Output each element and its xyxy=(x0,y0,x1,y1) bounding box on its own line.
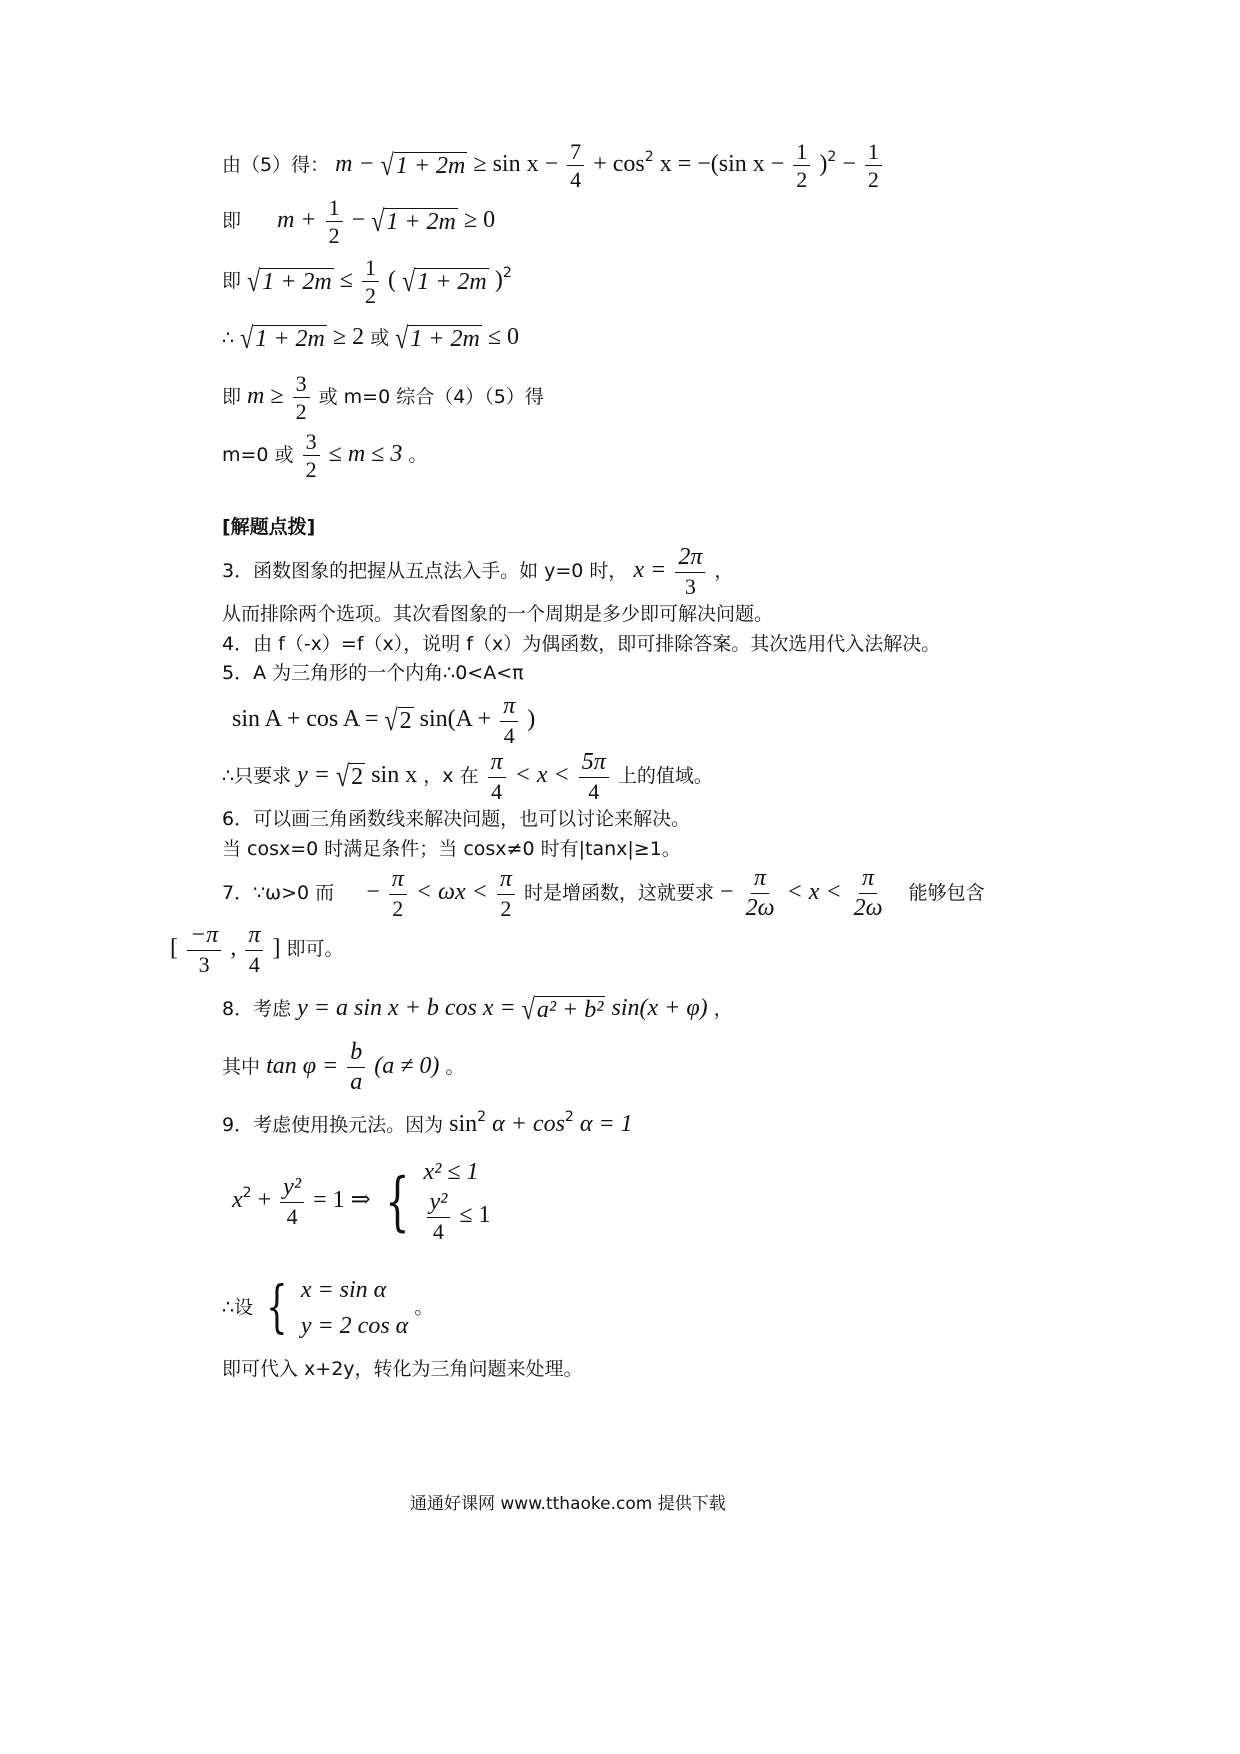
item-7 xyxy=(222,866,985,921)
line-4 xyxy=(222,322,520,355)
math: y = xyxy=(297,762,336,789)
fraction: $\frac{b}{a}$ xyxy=(347,1040,365,1095)
line-5 xyxy=(222,372,544,423)
math: ≤ m ≤ 3 xyxy=(328,441,403,468)
fraction: $\frac{\pi}{4}$ xyxy=(245,923,263,976)
text: ∴设 xyxy=(222,1296,254,1319)
math: − xyxy=(720,879,734,906)
math: ( xyxy=(388,267,397,294)
math: ) xyxy=(527,706,536,733)
text: 即 xyxy=(222,270,248,293)
fraction: $\frac{7}{4}$ xyxy=(567,140,584,191)
sqrt: √2 xyxy=(384,704,412,737)
text: 。 xyxy=(445,1056,465,1079)
text: 8．考虑 xyxy=(222,998,298,1020)
text: 7．∵ω>0 而 xyxy=(222,882,335,905)
math: sin xyxy=(449,1111,478,1137)
text: 能够包含 xyxy=(908,882,985,905)
item-3 xyxy=(222,545,733,598)
math: m − xyxy=(335,151,381,178)
fraction: $\frac{\pi}{2\omega}$ xyxy=(853,865,883,922)
math: ] xyxy=(272,935,281,962)
fraction: $\frac{1}{2}$ xyxy=(865,140,882,191)
math: tan φ = xyxy=(266,1053,345,1080)
sqrt: √2 xyxy=(336,760,364,793)
text: ∴只要求 xyxy=(222,765,298,788)
text: ， xyxy=(714,560,734,583)
math: (a ≠ 0) xyxy=(374,1053,440,1080)
fraction: $\frac{5\pi}{4}$ xyxy=(579,750,609,803)
text: m=0 或 xyxy=(222,444,294,467)
sqrt: √1 + 2m xyxy=(380,149,466,182)
item-7-line-2 xyxy=(170,923,344,976)
sqrt: √1 + 2m xyxy=(402,265,487,298)
math: − xyxy=(366,879,380,906)
math: x = sin α xyxy=(300,1277,387,1303)
item-5-line-3 xyxy=(222,750,713,803)
math: = 1 ⇒ xyxy=(313,1187,377,1214)
math: α = 1 xyxy=(579,1111,633,1137)
text: 即 xyxy=(222,210,242,233)
item-9-equation xyxy=(232,1160,491,1243)
sqrt: √1 + 2m xyxy=(247,265,332,298)
line-2 xyxy=(222,196,495,247)
page-footer: 通通好课网 www.tthaoke.com 提供下载 xyxy=(410,1494,726,1514)
math: ≥ 2 xyxy=(332,324,371,350)
math: sin A + cos A = xyxy=(232,706,385,733)
inequality-system xyxy=(424,1160,491,1243)
text: 。 xyxy=(408,444,428,467)
math: m ≥ xyxy=(247,383,290,410)
math: α + cos xyxy=(492,1111,565,1137)
fraction: $\frac{1}{2}$ xyxy=(362,256,379,307)
sqrt: √1 + 2m xyxy=(395,322,480,355)
fraction: $\frac{2\pi}{3}$ xyxy=(675,545,705,598)
math: sin x xyxy=(371,762,418,789)
text: 时是增函数，这就要求 xyxy=(523,882,714,905)
math: − xyxy=(351,207,372,234)
text: 由（5）得： xyxy=(222,154,330,177)
math: x² ≤ 1 xyxy=(423,1159,479,1185)
item-5-formula xyxy=(232,694,535,747)
text: 3．函数图象的把握从五点法入手。如 y=0 时， xyxy=(222,560,628,583)
superscript: 2 xyxy=(827,149,837,166)
fraction: $\frac{\pi}{4}$ xyxy=(488,750,506,803)
text: ， xyxy=(713,998,733,1020)
math: ≥ 0 xyxy=(463,207,496,234)
math: − xyxy=(842,151,862,178)
math: ≥ sin x − xyxy=(473,151,565,178)
math: ≤ xyxy=(339,267,359,294)
superscript: 2 xyxy=(502,265,512,282)
text: ，x 在 xyxy=(423,765,479,788)
fraction: $\frac{\pi}{2}$ xyxy=(497,867,515,920)
sqrt: √1 + 2m xyxy=(240,322,325,355)
fraction: $\frac{3}{2}$ xyxy=(303,430,320,481)
superscript: 2 xyxy=(644,149,654,166)
substitution-system xyxy=(301,1278,408,1338)
math: ≤ 1 xyxy=(453,1202,491,1229)
math: sin(x + φ) xyxy=(611,995,708,1021)
math: < x < xyxy=(786,879,848,906)
system-row xyxy=(424,1190,491,1243)
math: + xyxy=(257,1187,278,1214)
item-8-line-2 xyxy=(222,1040,464,1095)
left-brace: { xyxy=(384,1164,410,1239)
item-6: 6．可以画三角函数线来解决问题，也可以讨论来解决。 xyxy=(222,808,691,830)
math: [ xyxy=(170,935,178,962)
fraction: $\frac{1}{2}$ xyxy=(326,196,343,247)
item-5: 5．A 为三角形的一个内角∴0<A<π xyxy=(222,662,524,684)
item-6-line-2: 当 cosx=0 时满足条件；当 cosx≠0 时有|tanx|≥1。 xyxy=(222,838,681,860)
fraction: $\frac{\text{y²}}{4}$ xyxy=(427,1190,451,1243)
left-brace: { xyxy=(266,1275,288,1340)
math: y = a sin x + b cos x = xyxy=(297,995,522,1021)
fraction: $\frac{\pi}{2\omega}$ xyxy=(745,865,775,922)
item-9 xyxy=(222,1110,633,1136)
math: < x < xyxy=(514,762,576,789)
math: < ωx < xyxy=(415,879,494,906)
math: x = −(sin x − xyxy=(659,151,791,178)
math: x = xyxy=(633,557,673,584)
math: x xyxy=(232,1187,243,1214)
item-3-line-2: 从而排除两个选项。其次看图象的一个周期是多少即可解决问题。 xyxy=(222,603,774,625)
superscript: 2 xyxy=(242,1185,252,1202)
line-3 xyxy=(222,256,512,307)
line-6 xyxy=(222,430,427,481)
fraction: $\frac{\pi}{4}$ xyxy=(500,694,518,747)
math: ) xyxy=(819,151,828,178)
text: 9．考虑使用换元法。因为 xyxy=(222,1114,444,1136)
fraction: $\frac{\pi}{2}$ xyxy=(389,867,407,920)
math: m + xyxy=(277,207,323,234)
item-8 xyxy=(222,993,733,1026)
line-1 xyxy=(222,140,885,191)
text: 或 xyxy=(370,327,390,349)
sqrt: √1 + 2m xyxy=(371,205,456,238)
superscript: 2 xyxy=(477,1109,487,1125)
text: 上的值域。 xyxy=(617,765,713,788)
text: ∴ xyxy=(222,327,241,349)
fraction: $\frac{3}{2}$ xyxy=(293,372,310,423)
section-heading: [解题点拨] xyxy=(222,516,316,538)
item-9-substitution xyxy=(222,1275,434,1340)
sqrt: √a² + b² xyxy=(521,993,604,1026)
math: ) xyxy=(494,267,503,294)
item-9-last: 即可代入 x+2y，转化为三角问题来处理。 xyxy=(222,1358,583,1380)
text: 或 m=0 综合（4）（5）得 xyxy=(318,386,544,409)
text: 即 xyxy=(222,386,248,409)
math: sin(A + xyxy=(419,706,498,733)
fraction: $\frac{-\pi}{3}$ xyxy=(187,923,221,976)
text: 即可。 xyxy=(286,938,344,961)
fraction: $\frac{\text{y²}}{4}$ xyxy=(280,1175,304,1228)
math: y = 2 cos α xyxy=(300,1313,409,1339)
math: , xyxy=(230,935,237,962)
math: ≤ 0 xyxy=(487,324,520,350)
superscript: 2 xyxy=(564,1109,574,1125)
math: + cos xyxy=(593,151,645,178)
item-4: 4．由 f（-x）=f（x），说明 f（x）为偶函数，即可排除答案。其次选用代入法解决。 xyxy=(222,633,941,655)
fraction: $\frac{1}{2}$ xyxy=(793,140,810,191)
text: 。 xyxy=(414,1296,434,1319)
text: 其中 xyxy=(222,1056,261,1079)
